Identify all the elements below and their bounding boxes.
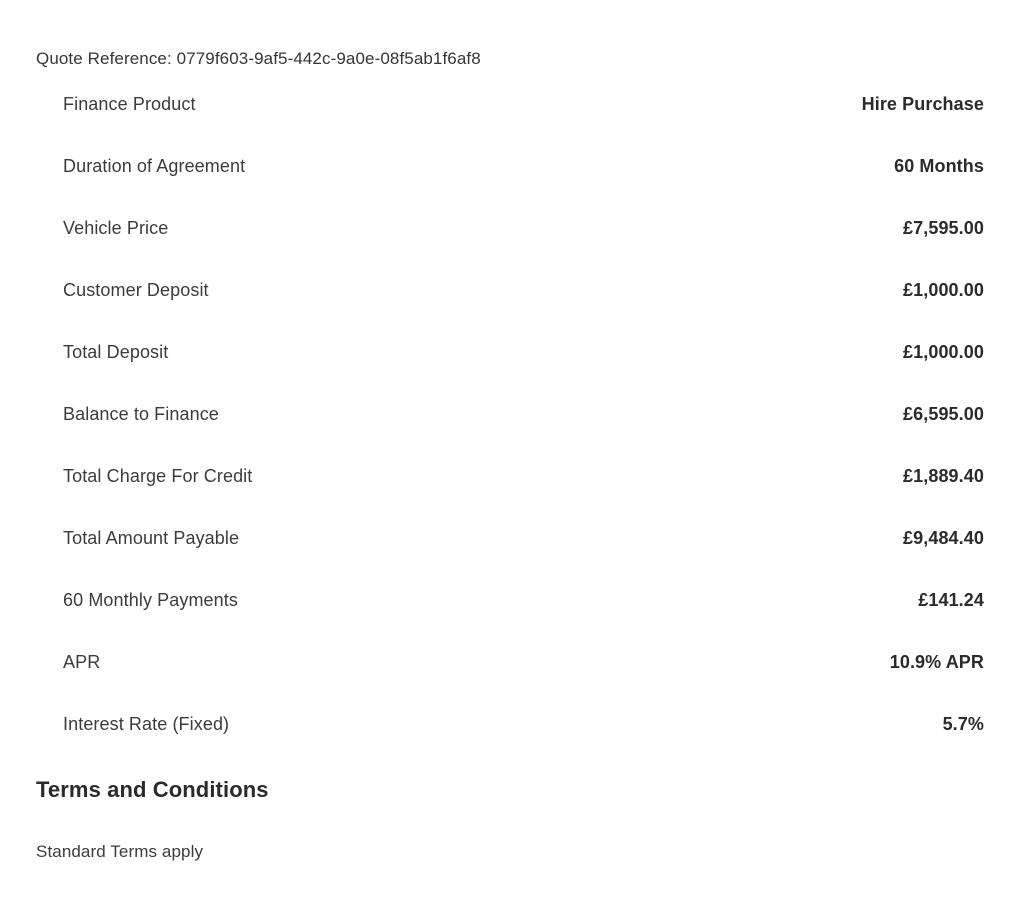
- row-value: £7,595.00: [903, 217, 984, 238]
- row-label: Duration of Agreement: [63, 155, 246, 176]
- row-value: £141.24: [918, 589, 984, 610]
- terms-body-text: Standard Terms apply: [36, 842, 204, 861]
- row-label: Customer Deposit: [63, 279, 209, 300]
- table-row: [0, 569, 1024, 631]
- row-label: Total Amount Payable: [63, 527, 240, 548]
- row-value: 60 Months: [894, 155, 984, 176]
- table-row: [0, 259, 1024, 321]
- terms-and-conditions-heading: Terms and Conditions: [36, 777, 269, 802]
- row-value: £1,000.00: [903, 279, 984, 300]
- table-row: [0, 445, 1024, 507]
- row-label: APR: [63, 651, 101, 672]
- table-row: [0, 631, 1024, 693]
- table-row: [0, 321, 1024, 383]
- row-value: 5.7%: [942, 713, 984, 734]
- table-row: [0, 507, 1024, 569]
- row-value: £6,595.00: [903, 403, 984, 424]
- row-label: Vehicle Price: [63, 217, 169, 238]
- finance-details-table: [0, 73, 1024, 755]
- table-row: [0, 197, 1024, 259]
- table-row: [0, 135, 1024, 197]
- table-row: [0, 73, 1024, 135]
- row-label: Balance to Finance: [63, 403, 219, 424]
- row-label: Finance Product: [63, 93, 196, 114]
- row-value: Hire Purchase: [861, 93, 984, 114]
- row-value: £1,889.40: [903, 465, 984, 486]
- row-label: 60 Monthly Payments: [63, 589, 238, 610]
- row-value: £9,484.40: [903, 527, 984, 548]
- table-row: [0, 383, 1024, 445]
- row-label: Total Deposit: [63, 341, 169, 362]
- row-value: 10.9% APR: [889, 651, 984, 672]
- row-label: Interest Rate (Fixed): [63, 713, 230, 734]
- quote-reference: Quote Reference: 0779f603-9af5-442c-9a0e-08f5ab1f6af8: [36, 49, 481, 68]
- table-row: [0, 693, 1024, 755]
- row-label: Total Charge For Credit: [63, 465, 253, 486]
- row-value: £1,000.00: [903, 341, 984, 362]
